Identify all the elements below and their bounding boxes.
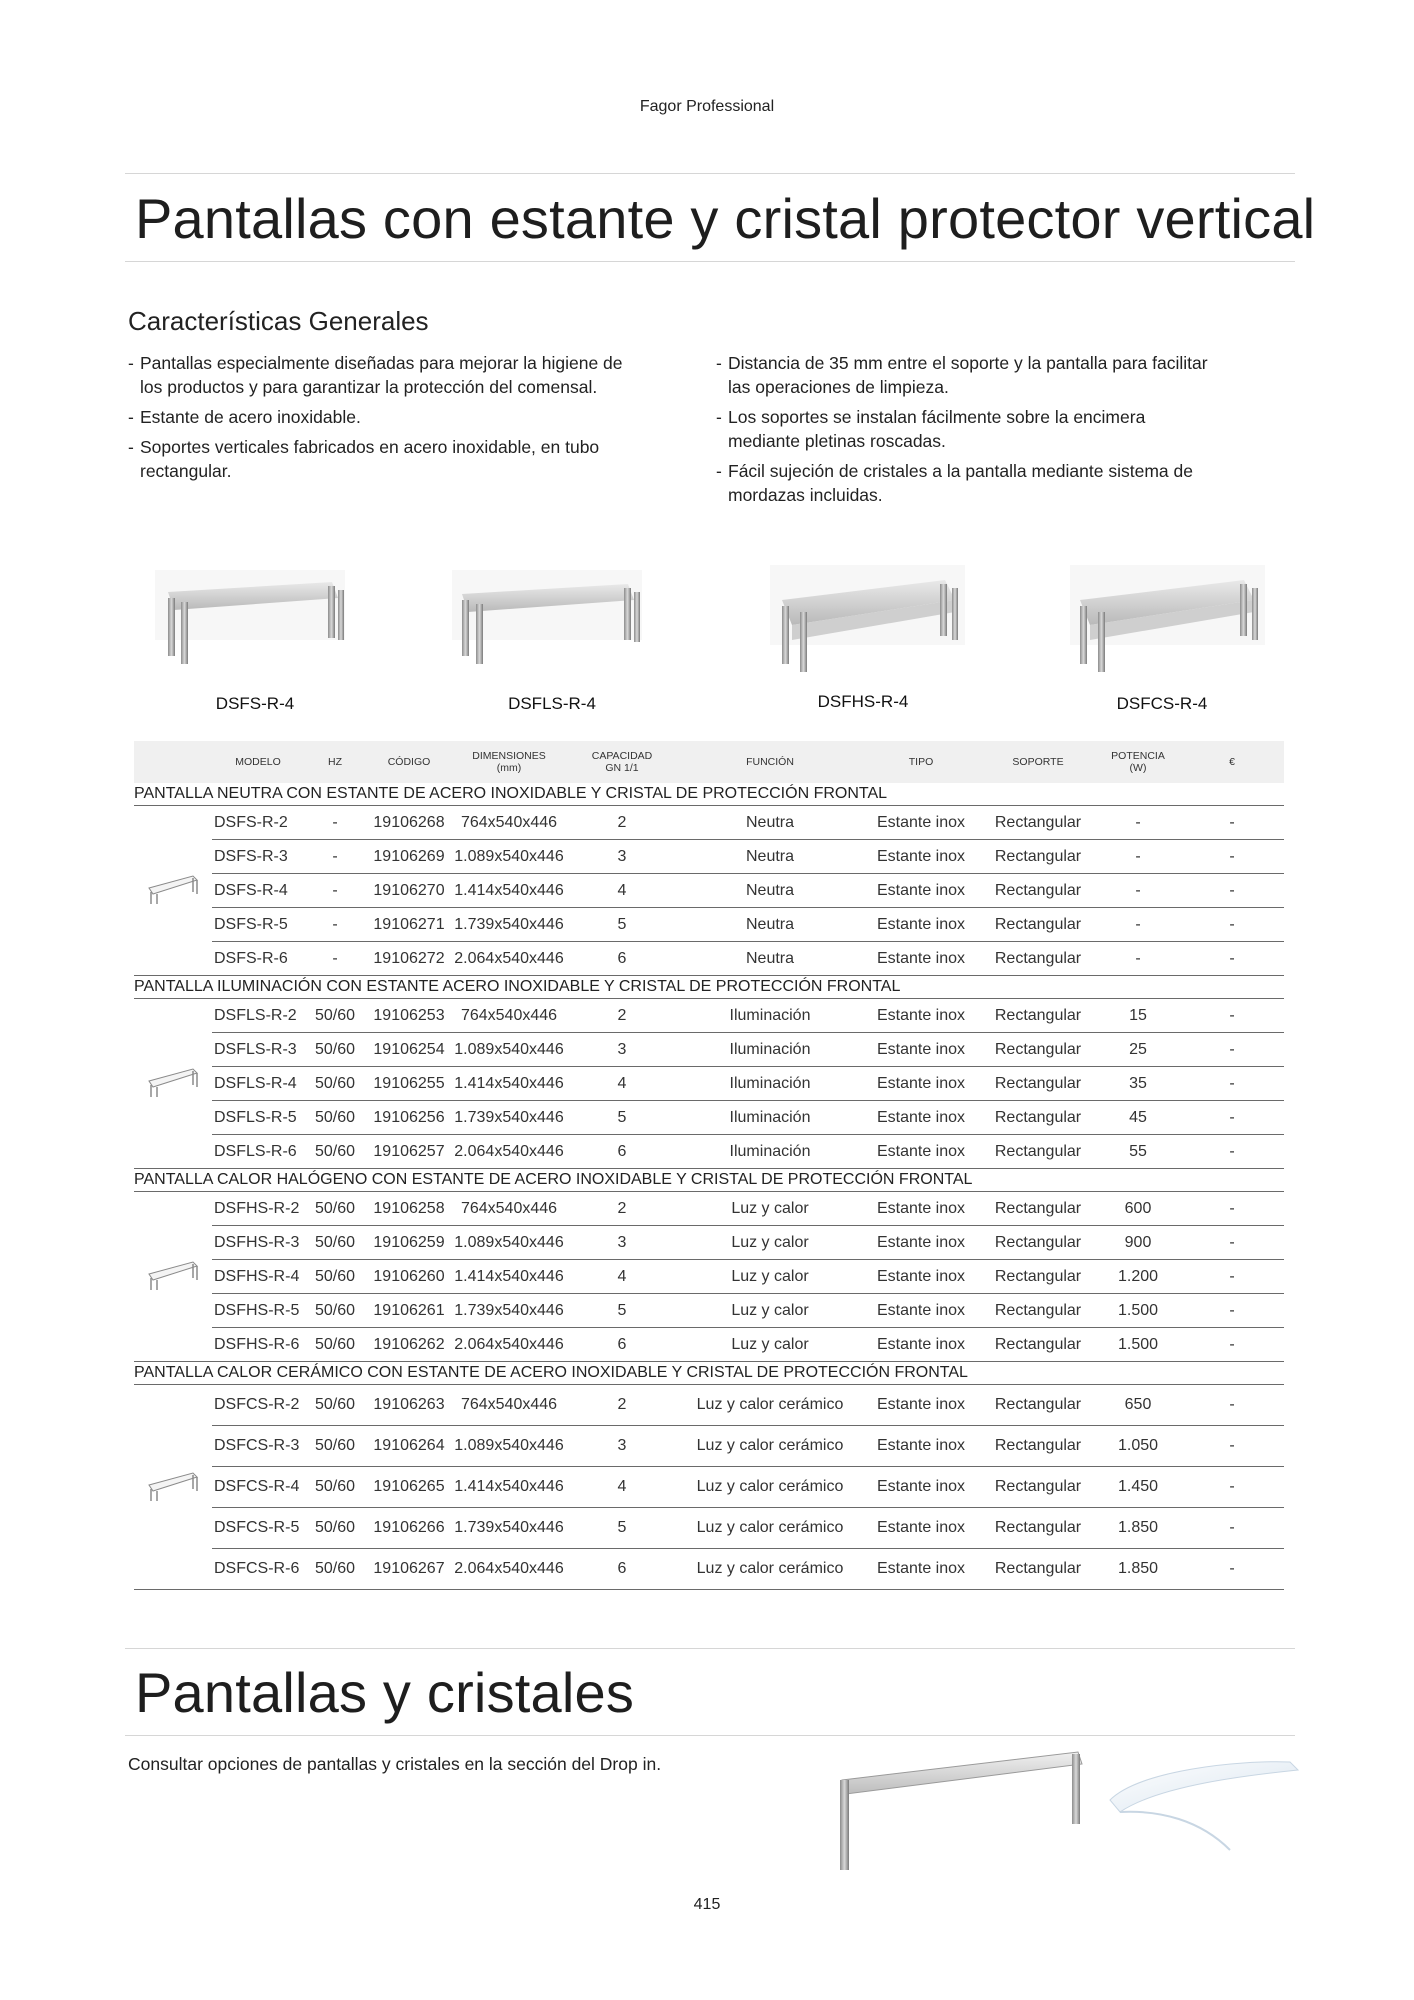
table-cell: 1.089x540x446 (452, 1033, 566, 1067)
table-cell: Estante inox (862, 1508, 980, 1549)
table-row (134, 1226, 1284, 1260)
column-header: FUNCIÓN (678, 741, 862, 783)
page-number: 415 (693, 1896, 721, 1913)
table-cell: Neutra (678, 840, 862, 874)
table-cell: - (1180, 840, 1284, 874)
table-cell: 1.739x540x446 (452, 1294, 566, 1328)
table-cell: Rectangular (980, 1294, 1096, 1328)
table-cell: Estante inox (862, 1033, 980, 1067)
table-cell: 3 (566, 1033, 678, 1067)
table-cell: DSFHS-R-5 (212, 1294, 304, 1328)
table-cell: 50/60 (304, 1426, 366, 1467)
column-header: POTENCIA (W) (1096, 741, 1180, 783)
table-cell: - (304, 874, 366, 908)
table-row (134, 1260, 1284, 1294)
column-header: MODELO (212, 741, 304, 783)
table-cell: 19106272 (366, 942, 452, 976)
product-label: DSFHS-R-4 (817, 692, 909, 711)
table-row (134, 1033, 1284, 1067)
table-cell: 50/60 (304, 999, 366, 1033)
table-cell: 1.089x540x446 (452, 1226, 566, 1260)
feature-bullet (716, 405, 1216, 453)
table-cell: DSFLS-R-5 (212, 1101, 304, 1135)
page-title: Pantallas con estante y cristal protector vertical (135, 187, 1316, 250)
table-cell: Rectangular (980, 999, 1096, 1033)
product-label: DSFCS-R-4 (1116, 694, 1208, 713)
bullet-dash: - (716, 407, 722, 427)
table-cell: Estante inox (862, 999, 980, 1033)
table-cell: - (1180, 1508, 1284, 1549)
table-cell: Estante inox (862, 1101, 980, 1135)
screen-thumbnail-icon (143, 1063, 203, 1099)
table-cell: Rectangular (980, 1426, 1096, 1467)
table-cell: 55 (1096, 1135, 1180, 1169)
table-cell: 19106259 (366, 1226, 452, 1260)
table-cell: 50/60 (304, 1101, 366, 1135)
column-header: € (1180, 741, 1284, 783)
table-cell: Estante inox (862, 908, 980, 942)
feature-bullet (716, 459, 1216, 507)
feature-text: Los soportes se instalan fácilmente sobre la encimera mediante pletinas roscadas. (728, 407, 1146, 451)
table-cell: 3 (566, 1426, 678, 1467)
feature-text: Estante de acero inoxidable. (140, 407, 361, 427)
table-cell: 6 (566, 1328, 678, 1362)
table-cell: Rectangular (980, 1135, 1096, 1169)
table-cell: - (1180, 1328, 1284, 1362)
table-cell: 2.064x540x446 (452, 942, 566, 976)
table-cell: 1.414x540x446 (452, 874, 566, 908)
features-right-list (716, 351, 1216, 513)
bullet-dash: - (716, 461, 722, 481)
table-cell: 19106268 (366, 806, 452, 840)
table-cell: - (1180, 1549, 1284, 1590)
table-cell: Rectangular (980, 942, 1096, 976)
table-cell: 764x540x446 (452, 1192, 566, 1226)
table-cell: 19106271 (366, 908, 452, 942)
screen-thumbnail-icon (143, 870, 203, 906)
section-title: PANTALLA ILUMINACIÓN CON ESTANTE ACERO INOXIDABLE Y CRISTAL DE PROTECCIÓN FRONTAL (134, 976, 1284, 999)
table-cell: Rectangular (980, 1508, 1096, 1549)
features-heading: Características Generales (128, 306, 429, 336)
table-cell: 50/60 (304, 1385, 366, 1426)
table-cell: 1.050 (1096, 1426, 1180, 1467)
table-row (134, 874, 1284, 908)
table-cell: Estante inox (862, 1426, 980, 1467)
table-cell: Estante inox (862, 1467, 980, 1508)
screen-thumbnail-icon (143, 1467, 203, 1503)
table-cell: 19106270 (366, 874, 452, 908)
table-cell: 4 (566, 1260, 678, 1294)
table-cell: Estante inox (862, 840, 980, 874)
table-cell: - (1180, 908, 1284, 942)
table-cell: DSFCS-R-3 (212, 1426, 304, 1467)
feature-bullet (128, 405, 628, 429)
table-cell: 50/60 (304, 1467, 366, 1508)
table-cell: Estante inox (862, 1549, 980, 1590)
table-row (134, 1135, 1284, 1169)
table-cell: - (304, 806, 366, 840)
spec-table-wrapper (134, 741, 1284, 1590)
table-cell: 1.089x540x446 (452, 1426, 566, 1467)
column-header: DIMENSIONES (mm) (452, 741, 566, 783)
table-cell: 1.414x540x446 (452, 1467, 566, 1508)
section-thumbnail (134, 999, 212, 1169)
table-cell: 50/60 (304, 1135, 366, 1169)
table-cell: DSFLS-R-2 (212, 999, 304, 1033)
table-row (134, 1549, 1284, 1590)
product-label: DSFLS-R-4 (508, 694, 596, 713)
table-cell: 1.089x540x446 (452, 840, 566, 874)
table-cell: 1.850 (1096, 1508, 1180, 1549)
section-thumbnail (134, 1192, 212, 1362)
table-cell: 5 (566, 908, 678, 942)
table-cell: - (1096, 874, 1180, 908)
screens-glass-image (820, 1740, 1300, 1880)
feature-bullet (128, 435, 628, 483)
table-cell: - (1180, 1192, 1284, 1226)
table-cell: DSFLS-R-4 (212, 1067, 304, 1101)
feature-text: Pantallas especialmente diseñadas para mejorar la higiene de los productos y para garantizar la protección del comensal. (140, 353, 623, 397)
table-cell: - (1096, 942, 1180, 976)
table-cell: DSFCS-R-4 (212, 1467, 304, 1508)
product-image-dsfhs (770, 565, 965, 672)
table-cell: 650 (1096, 1385, 1180, 1426)
table-cell: Estante inox (862, 942, 980, 976)
table-cell: Estante inox (862, 1260, 980, 1294)
table-cell: DSFS-R-2 (212, 806, 304, 840)
divider (125, 1735, 1295, 1736)
table-cell: 50/60 (304, 1260, 366, 1294)
table-cell: DSFCS-R-5 (212, 1508, 304, 1549)
table-cell: 50/60 (304, 1067, 366, 1101)
table-cell: 19106258 (366, 1192, 452, 1226)
table-cell: 1.414x540x446 (452, 1260, 566, 1294)
feature-text: Soportes verticales fabricados en acero inoxidable, en tubo rectangular. (140, 437, 600, 481)
table-cell: DSFHS-R-2 (212, 1192, 304, 1226)
table-cell: 2 (566, 1192, 678, 1226)
table-cell: Rectangular (980, 1467, 1096, 1508)
table-cell: - (304, 840, 366, 874)
table-header-row (134, 741, 1284, 783)
table-cell: DSFHS-R-6 (212, 1328, 304, 1362)
section-row (134, 1169, 1284, 1192)
table-cell: - (1180, 999, 1284, 1033)
table-cell: 19106257 (366, 1135, 452, 1169)
table-cell: 5 (566, 1508, 678, 1549)
table-cell: - (1180, 1226, 1284, 1260)
table-cell: 1.739x540x446 (452, 1508, 566, 1549)
table-cell: Rectangular (980, 1385, 1096, 1426)
table-cell: Luz y calor (678, 1328, 862, 1362)
table-cell: Luz y calor cerámico (678, 1508, 862, 1549)
table-cell: 1.850 (1096, 1549, 1180, 1590)
table-cell: Rectangular (980, 1101, 1096, 1135)
table-cell: - (1180, 1467, 1284, 1508)
table-cell: DSFLS-R-3 (212, 1033, 304, 1067)
table-cell: 15 (1096, 999, 1180, 1033)
column-header: TIPO (862, 741, 980, 783)
table-row (134, 1192, 1284, 1226)
section-title: PANTALLA CALOR HALÓGENO CON ESTANTE DE ACERO INOXIDABLE Y CRISTAL DE PROTECCIÓN FRONTAL (134, 1169, 1284, 1192)
table-cell: - (1180, 1135, 1284, 1169)
table-cell: Estante inox (862, 1067, 980, 1101)
table-cell: 50/60 (304, 1508, 366, 1549)
table-row (134, 908, 1284, 942)
table-cell: Iluminación (678, 1135, 862, 1169)
table-cell: 764x540x446 (452, 806, 566, 840)
table-row (134, 1294, 1284, 1328)
bullet-dash: - (716, 353, 722, 373)
table-cell: DSFLS-R-6 (212, 1135, 304, 1169)
table-cell: Estante inox (862, 1135, 980, 1169)
table-cell: 50/60 (304, 1192, 366, 1226)
table-cell: - (1180, 806, 1284, 840)
table-cell: 764x540x446 (452, 1385, 566, 1426)
table-cell: 5 (566, 1294, 678, 1328)
table-cell: 19106260 (366, 1260, 452, 1294)
table-cell: - (1180, 1101, 1284, 1135)
table-row (134, 1328, 1284, 1362)
table-cell: Neutra (678, 874, 862, 908)
table-cell: 2 (566, 1385, 678, 1426)
section-thumbnail (134, 1385, 212, 1590)
table-cell: Iluminación (678, 1067, 862, 1101)
table-cell: 2.064x540x446 (452, 1549, 566, 1590)
bullet-dash: - (128, 353, 134, 373)
table-cell: Rectangular (980, 1226, 1096, 1260)
product-label: DSFS-R-4 (215, 694, 295, 713)
product-image-dsfcs (1070, 565, 1265, 672)
table-cell: 764x540x446 (452, 999, 566, 1033)
table-cell: 19106254 (366, 1033, 452, 1067)
product-image-dsfls (452, 570, 642, 664)
table-cell: 19106265 (366, 1467, 452, 1508)
table-cell: Estante inox (862, 874, 980, 908)
column-header: CÓDIGO (366, 741, 452, 783)
table-cell: 2.064x540x446 (452, 1135, 566, 1169)
table-row (134, 1467, 1284, 1508)
page-header: Fagor Professional (639, 98, 775, 115)
table-cell: 19106255 (366, 1067, 452, 1101)
table-cell: Iluminación (678, 999, 862, 1033)
table-cell: Luz y calor (678, 1260, 862, 1294)
table-row (134, 806, 1284, 840)
table-cell: - (1180, 1385, 1284, 1426)
table-cell: - (1180, 942, 1284, 976)
table-cell: 35 (1096, 1067, 1180, 1101)
table-cell: 1.500 (1096, 1294, 1180, 1328)
table-cell: Luz y calor cerámico (678, 1426, 862, 1467)
table-cell: - (304, 942, 366, 976)
table-cell: 19106262 (366, 1328, 452, 1362)
table-cell: - (1180, 1426, 1284, 1467)
table-cell: Neutra (678, 806, 862, 840)
table-cell: Luz y calor (678, 1192, 862, 1226)
table-cell: 3 (566, 1226, 678, 1260)
table-cell: - (1180, 874, 1284, 908)
consult-text: Consultar opciones de pantallas y cristales en la sección del Drop in. (128, 1754, 662, 1774)
table-cell: Rectangular (980, 1033, 1096, 1067)
table-cell: 19106267 (366, 1549, 452, 1590)
section-row (134, 1362, 1284, 1385)
table-cell: 19106266 (366, 1508, 452, 1549)
table-cell: 900 (1096, 1226, 1180, 1260)
table-cell: Luz y calor cerámico (678, 1467, 862, 1508)
table-cell: DSFS-R-4 (212, 874, 304, 908)
table-cell: 5 (566, 1101, 678, 1135)
product-image-dsfs (155, 570, 345, 664)
features-left-list (128, 351, 628, 489)
table-cell: Estante inox (862, 1385, 980, 1426)
table-cell: Rectangular (980, 908, 1096, 942)
table-cell: 6 (566, 942, 678, 976)
table-cell: - (1180, 1260, 1284, 1294)
table-cell: Rectangular (980, 1067, 1096, 1101)
table-cell: Neutra (678, 942, 862, 976)
header-blank-cell (134, 741, 212, 783)
table-row (134, 840, 1284, 874)
table-cell: - (1096, 840, 1180, 874)
table-cell: Neutra (678, 908, 862, 942)
table-cell: 19106261 (366, 1294, 452, 1328)
table-cell: 19106253 (366, 999, 452, 1033)
table-cell: 4 (566, 1467, 678, 1508)
column-header: CAPACIDAD GN 1/1 (566, 741, 678, 783)
table-cell: Rectangular (980, 840, 1096, 874)
table-cell: Rectangular (980, 1260, 1096, 1294)
table-cell: Luz y calor cerámico (678, 1549, 862, 1590)
feature-bullet (716, 351, 1216, 399)
table-cell: Estante inox (862, 1294, 980, 1328)
table-cell: 19106263 (366, 1385, 452, 1426)
table-cell: 50/60 (304, 1033, 366, 1067)
table-cell: DSFS-R-5 (212, 908, 304, 942)
table-cell: - (304, 908, 366, 942)
section-row (134, 976, 1284, 999)
table-cell: - (1096, 806, 1180, 840)
table-row (134, 1067, 1284, 1101)
table-cell: DSFCS-R-2 (212, 1385, 304, 1426)
feature-text: Fácil sujeción de cristales a la pantalla mediante sistema de mordazas incluidas. (728, 461, 1193, 505)
section-row (134, 783, 1284, 806)
table-row (134, 1426, 1284, 1467)
table-cell: 4 (566, 874, 678, 908)
table-cell: 3 (566, 840, 678, 874)
table-cell: 1.450 (1096, 1467, 1180, 1508)
table-cell: 50/60 (304, 1226, 366, 1260)
bullet-dash: - (128, 407, 134, 427)
table-row (134, 999, 1284, 1033)
table-cell: 1.739x540x446 (452, 1101, 566, 1135)
column-header: SOPORTE (980, 741, 1096, 783)
table-row (134, 1385, 1284, 1426)
table-cell: 45 (1096, 1101, 1180, 1135)
screen-thumbnail-icon (143, 1256, 203, 1292)
table-cell: 50/60 (304, 1328, 366, 1362)
table-cell: 50/60 (304, 1549, 366, 1590)
table-row (134, 1101, 1284, 1135)
table-cell: - (1180, 1294, 1284, 1328)
section-title: PANTALLA CALOR CERÁMICO CON ESTANTE DE ACERO INOXIDABLE Y CRISTAL DE PROTECCIÓN FRONTAL (134, 1362, 1284, 1385)
table-cell: 1.200 (1096, 1260, 1180, 1294)
table-cell: 6 (566, 1135, 678, 1169)
table-cell: DSFHS-R-3 (212, 1226, 304, 1260)
table-cell: Rectangular (980, 1549, 1096, 1590)
table-cell: Rectangular (980, 874, 1096, 908)
table-cell: 2 (566, 806, 678, 840)
table-cell: DSFS-R-6 (212, 942, 304, 976)
table-cell: 1.500 (1096, 1328, 1180, 1362)
section-thumbnail (134, 806, 212, 976)
table-cell: 1.414x540x446 (452, 1067, 566, 1101)
divider (125, 173, 1295, 174)
table-cell: Estante inox (862, 1226, 980, 1260)
table-row (134, 942, 1284, 976)
table-cell: DSFCS-R-6 (212, 1549, 304, 1590)
table-cell: Rectangular (980, 806, 1096, 840)
bullet-dash: - (128, 437, 134, 457)
section-title: PANTALLA NEUTRA CON ESTANTE DE ACERO INOXIDABLE Y CRISTAL DE PROTECCIÓN FRONTAL (134, 783, 1284, 806)
table-cell: 6 (566, 1549, 678, 1590)
table-cell: 1.739x540x446 (452, 908, 566, 942)
divider (125, 261, 1295, 262)
table-cell: DSFHS-R-4 (212, 1260, 304, 1294)
table-cell: 19106256 (366, 1101, 452, 1135)
table-cell: Luz y calor cerámico (678, 1385, 862, 1426)
column-header: HZ (304, 741, 366, 783)
table-cell: Luz y calor (678, 1294, 862, 1328)
table-cell: Luz y calor (678, 1226, 862, 1260)
table-cell: Iluminación (678, 1033, 862, 1067)
table-cell: 19106269 (366, 840, 452, 874)
table-cell: 2.064x540x446 (452, 1328, 566, 1362)
table-cell: 19106264 (366, 1426, 452, 1467)
table-cell: - (1180, 1067, 1284, 1101)
table-cell: Rectangular (980, 1192, 1096, 1226)
feature-text: Distancia de 35 mm entre el soporte y la pantalla para facilitar las operaciones de limpieza. (728, 353, 1208, 397)
divider (125, 1648, 1295, 1649)
feature-bullet (128, 351, 628, 399)
table-cell: Rectangular (980, 1328, 1096, 1362)
table-cell: 50/60 (304, 1294, 366, 1328)
table-cell: Estante inox (862, 806, 980, 840)
table-cell: Estante inox (862, 1192, 980, 1226)
table-cell: 25 (1096, 1033, 1180, 1067)
table-cell: Estante inox (862, 1328, 980, 1362)
section-title: Pantallas y cristales (135, 1661, 635, 1724)
table-cell: 4 (566, 1067, 678, 1101)
spec-table (134, 741, 1284, 1590)
table-cell: - (1096, 908, 1180, 942)
table-cell: Iluminación (678, 1101, 862, 1135)
table-cell: - (1180, 1033, 1284, 1067)
table-row (134, 1508, 1284, 1549)
table-cell: DSFS-R-3 (212, 840, 304, 874)
table-cell: 2 (566, 999, 678, 1033)
table-cell: 600 (1096, 1192, 1180, 1226)
